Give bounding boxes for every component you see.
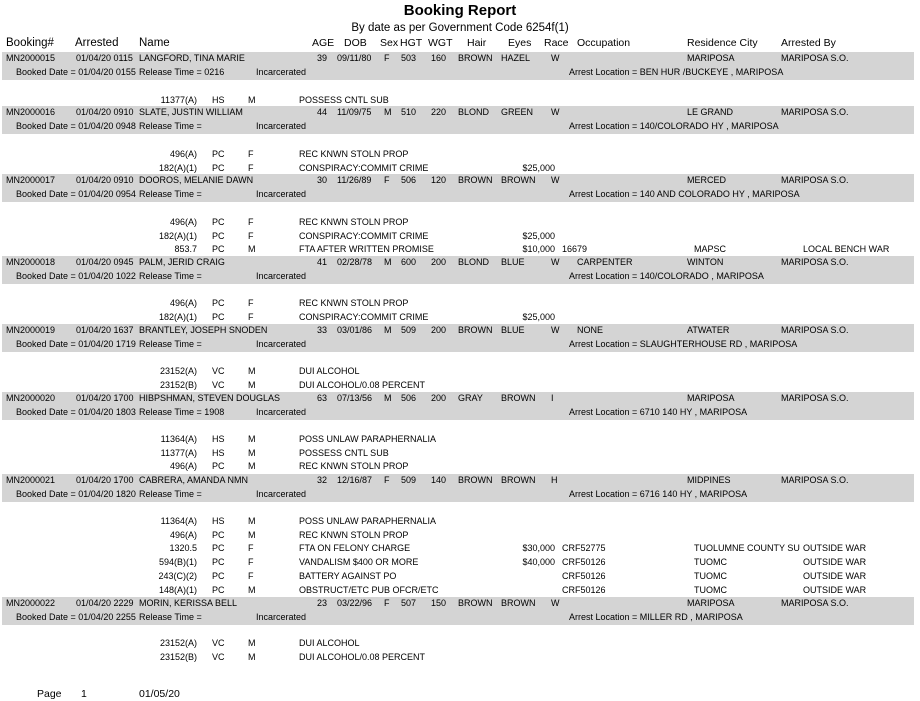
arrest-location: Arrest Location = SLAUGHTERHOUSE RD , MARIPOSA: [569, 339, 798, 349]
height-value: 509: [401, 325, 417, 335]
charge-type: HS: [212, 447, 225, 458]
arrest-location: Arrest Location = 140/COLORADO HY , MARIPOSA: [569, 121, 779, 131]
hair-value: BLOND: [458, 257, 490, 267]
charge-code: 23152(A): [159, 638, 197, 648]
person-name: BRANTLEY, JOSEPH SNODEN: [139, 325, 268, 335]
charge-code: 243(C)(2): [158, 570, 197, 581]
charge-code: 182(A)(1): [158, 230, 197, 241]
court-name: TUOMC: [694, 584, 727, 595]
court-name: TUOMC: [694, 557, 727, 568]
arrested-datetime: 01/04/20 1700: [76, 393, 134, 403]
height-value: 507: [401, 598, 417, 608]
case-number: CRF50126: [562, 570, 606, 581]
residence-city: MARIPOSA: [687, 598, 735, 608]
release-time: Release Time =: [139, 612, 202, 622]
charge-type: PC: [212, 557, 225, 568]
booked-date: Booked Date = 01/04/20 0155: [16, 67, 136, 77]
race-value: W: [551, 325, 560, 335]
sex-value: M: [384, 107, 392, 117]
charge-code: 23152(B): [159, 651, 197, 662]
eyes-value: GREEN: [501, 107, 534, 117]
sex-value: F: [384, 598, 390, 608]
booked-date: Booked Date = 01/04/20 1719: [16, 339, 136, 349]
arrested-datetime: 01/04/20 1637: [76, 325, 134, 335]
charge-level: M: [248, 244, 256, 255]
header-hgt: HGT: [400, 37, 423, 49]
charge-type: PC: [212, 217, 225, 227]
charge-code: 11377(A): [160, 95, 197, 105]
warrant-agency: LOCAL BENCH WAR: [803, 244, 890, 255]
release-time: Release Time =: [139, 189, 202, 199]
arrested-datetime: 01/04/20 0910: [76, 107, 134, 117]
header-name: Name: [139, 37, 170, 49]
dob-value: 11/26/89: [337, 175, 372, 185]
arrested-by-value: MARIPOSA S.O.: [781, 175, 849, 185]
sex-value: F: [384, 475, 390, 485]
booked-date: Booked Date = 01/04/20 2255: [16, 612, 136, 622]
weight-value: 200: [431, 325, 447, 335]
arrested-by-value: MARIPOSA S.O.: [781, 53, 849, 63]
charge-level: F: [248, 543, 254, 554]
charge-code: 182(A)(1): [158, 311, 197, 322]
arrest-location: Arrest Location = 140/COLORADO , MARIPOSA: [569, 271, 764, 281]
arrest-location: Arrest Location = 6716 140 HY , MARIPOSA: [569, 489, 748, 499]
charge-description: POSSESS CNTL SUB: [299, 95, 389, 105]
charge-code: 11377(A): [160, 447, 197, 458]
header-dob: DOB: [344, 37, 367, 49]
person-name: CABRERA, AMANDA NMN: [139, 475, 249, 485]
residence-city: LE GRAND: [687, 107, 734, 117]
arrested-by-value: MARIPOSA S.O.: [781, 598, 849, 608]
header-booking: Booking#: [6, 37, 54, 49]
sex-value: M: [384, 393, 392, 403]
charge-code: 496(A): [169, 529, 197, 540]
arrest-location: Arrest Location = 140 AND COLORADO HY , MARIPOSA: [569, 189, 800, 199]
race-value: I: [551, 393, 554, 403]
eyes-value: BLUE: [501, 257, 525, 267]
residence-city: WINTON: [687, 257, 724, 267]
race-value: W: [551, 257, 560, 267]
hair-value: BROWN: [458, 475, 493, 485]
charge-level: M: [248, 584, 256, 595]
charge-description: CONSPIRACY:COMMIT CRIME: [299, 311, 429, 322]
weight-value: 120: [431, 175, 447, 185]
charge-level: F: [248, 311, 254, 322]
charge-description: REC KNWN STOLN PROP: [299, 298, 409, 308]
charge-type: PC: [212, 162, 225, 173]
custody-status: Incarcerated: [256, 67, 307, 77]
age-value: 39: [317, 53, 328, 63]
eyes-value: BLUE: [501, 325, 525, 335]
arrested-by-value: MARIPOSA S.O.: [781, 475, 849, 485]
release-time: Release Time = 1908: [139, 407, 225, 417]
residence-city: MIDPINES: [687, 475, 731, 485]
hair-value: BLOND: [458, 107, 490, 117]
eyes-value: BROWN: [501, 393, 536, 403]
charge-level: M: [248, 95, 256, 105]
charge-level: F: [248, 230, 254, 241]
charge-description: POSSESS CNTL SUB: [299, 447, 389, 458]
eyes-value: HAZEL: [501, 53, 531, 63]
header-arrested-by: Arrested By: [781, 37, 836, 49]
height-value: 506: [401, 175, 417, 185]
height-value: 509: [401, 475, 417, 485]
warrant-agency: OUTSIDE WAR: [803, 570, 867, 581]
arrested-datetime: 01/04/20 1700: [76, 475, 134, 485]
charge-code: 11364(A): [160, 434, 197, 444]
bail-amount: $25,000: [522, 230, 555, 241]
charge-description: CONSPIRACY:COMMIT CRIME: [299, 162, 429, 173]
charge-description: POSS UNLAW PARAPHERNALIA: [299, 516, 437, 526]
dob-value: 11/09/75: [337, 107, 372, 117]
charge-level: M: [248, 434, 256, 444]
height-value: 510: [401, 107, 417, 117]
arrest-location: Arrest Location = BEN HUR /BUCKEYE , MARIPOSA: [569, 67, 784, 77]
charge-level: F: [248, 217, 254, 227]
charge-code: 182(A)(1): [158, 162, 197, 173]
weight-value: 200: [431, 393, 447, 403]
booked-date: Booked Date = 01/04/20 1022: [16, 271, 136, 281]
bail-amount: $25,000: [522, 311, 555, 322]
warrant-agency: OUTSIDE WAR: [803, 584, 867, 595]
footer-page-number: 1: [81, 688, 87, 700]
charge-level: M: [248, 638, 256, 648]
charge-level: M: [248, 651, 256, 662]
booking-number: MN2000021: [6, 475, 56, 485]
bail-amount: $40,000: [522, 557, 555, 568]
charge-code: 496(A): [169, 461, 197, 472]
person-name: SLATE, JUSTIN WILLIAM: [139, 107, 243, 117]
warrant-agency: OUTSIDE WAR: [803, 557, 867, 568]
person-name: LANGFORD, TINA MARIE: [139, 53, 245, 63]
arrested-by-value: MARIPOSA S.O.: [781, 325, 849, 335]
custody-status: Incarcerated: [256, 612, 307, 622]
eyes-value: BROWN: [501, 175, 536, 185]
charge-description: VANDALISM $400 OR MORE: [299, 557, 419, 568]
charge-level: M: [248, 516, 256, 526]
dob-value: 03/01/86: [337, 325, 373, 335]
header-hair: Hair: [467, 37, 487, 49]
booked-date: Booked Date = 01/04/20 1820: [16, 489, 136, 499]
booking-number: MN2000018: [6, 257, 56, 267]
charge-description: POSS UNLAW PARAPHERNALIA: [299, 434, 437, 444]
charge-level: M: [248, 379, 256, 390]
case-number: CRF50126: [562, 557, 606, 568]
age-value: 32: [317, 475, 328, 485]
report-title: Booking Report: [403, 2, 517, 19]
sex-value: F: [384, 175, 390, 185]
age-value: 44: [317, 107, 328, 117]
warrant-agency: OUTSIDE WAR: [803, 543, 867, 554]
charge-type: VC: [212, 638, 225, 648]
case-number: 16679: [562, 244, 588, 255]
arrested-datetime: 01/04/20 0910: [76, 175, 134, 185]
charge-code: 23152(B): [159, 379, 197, 390]
booking-number: MN2000019: [6, 325, 56, 335]
booking-number: MN2000015: [6, 53, 56, 63]
header-eyes: Eyes: [508, 37, 532, 49]
report-subtitle: By date as per Government Code 6254f(1): [351, 22, 569, 34]
charge-type: PC: [212, 244, 225, 255]
bail-amount: $25,000: [522, 162, 555, 173]
dob-value: 02/28/78: [337, 257, 373, 267]
charge-level: M: [248, 461, 256, 472]
dob-value: 09/11/80: [337, 53, 372, 63]
charge-code: 148(A)(1): [158, 584, 197, 595]
header-occupation: Occupation: [577, 37, 631, 49]
booking-number: MN2000016: [6, 107, 56, 117]
booking-number: MN2000017: [6, 175, 56, 185]
charge-type: VC: [212, 366, 225, 376]
age-value: 63: [317, 393, 328, 403]
charge-description: BATTERY AGAINST PO: [299, 570, 397, 581]
height-value: 503: [401, 53, 417, 63]
race-value: W: [551, 107, 560, 117]
arrested-by-value: MARIPOSA S.O.: [781, 257, 849, 267]
weight-value: 200: [431, 257, 447, 267]
dob-value: 03/22/96: [337, 598, 373, 608]
booking-number: MN2000020: [6, 393, 56, 403]
release-time: Release Time = 0216: [139, 67, 225, 77]
dob-value: 12/16/87: [337, 475, 373, 485]
charge-code: 496(A): [169, 149, 197, 159]
charge-code: 594(B)(1): [158, 557, 197, 568]
charge-description: DUI ALCOHOL/0.08 PERCENT: [299, 379, 426, 390]
weight-value: 150: [431, 598, 447, 608]
charge-code: 23152(A): [159, 366, 197, 376]
hair-value: GRAY: [458, 393, 483, 403]
header-arrested: Arrested: [75, 37, 119, 49]
arrested-datetime: 01/04/20 2229: [76, 598, 134, 608]
charge-type: PC: [212, 230, 225, 241]
charge-type: VC: [212, 379, 225, 390]
charge-code: 496(A): [169, 298, 197, 308]
case-number: CRF50126: [562, 584, 606, 595]
booked-date: Booked Date = 01/04/20 1803: [16, 407, 136, 417]
eyes-value: BROWN: [501, 475, 536, 485]
age-value: 33: [317, 325, 328, 335]
arrested-by-value: MARIPOSA S.O.: [781, 393, 849, 403]
hair-value: BROWN: [458, 598, 493, 608]
charge-level: M: [248, 366, 256, 376]
custody-status: Incarcerated: [256, 339, 307, 349]
charge-type: PC: [212, 149, 225, 159]
dob-value: 07/13/56: [337, 393, 373, 403]
charge-description: REC KNWN STOLN PROP: [299, 217, 409, 227]
charge-type: PC: [212, 584, 225, 595]
booking-number: MN2000022: [6, 598, 56, 608]
person-name: PALM, JERID CRAIG: [139, 257, 225, 267]
charge-level: M: [248, 447, 256, 458]
charge-code: 853.7: [174, 244, 197, 255]
charge-level: F: [248, 298, 254, 308]
race-value: W: [551, 598, 560, 608]
charge-type: PC: [212, 543, 225, 554]
custody-status: Incarcerated: [256, 407, 307, 417]
arrest-location: Arrest Location = MILLER RD , MARIPOSA: [569, 612, 743, 622]
charge-type: PC: [212, 461, 225, 472]
charge-type: PC: [212, 298, 225, 308]
hair-value: BROWN: [458, 53, 493, 63]
court-name: MAPSC: [694, 244, 727, 255]
custody-status: Incarcerated: [256, 489, 307, 499]
charge-description: OBSTRUCT/ETC PUB OFCR/ETC: [299, 584, 439, 595]
charge-type: PC: [212, 570, 225, 581]
arrested-datetime: 01/04/20 0945: [76, 257, 134, 267]
release-time: Release Time =: [139, 489, 202, 499]
arrested-datetime: 01/04/20 0115: [76, 53, 133, 63]
case-number: CRF52775: [562, 543, 606, 554]
custody-status: Incarcerated: [256, 271, 307, 281]
weight-value: 160: [431, 53, 447, 63]
age-value: 30: [317, 175, 328, 185]
hair-value: BROWN: [458, 325, 493, 335]
charge-code: 1320.5: [169, 543, 197, 554]
weight-value: 220: [431, 107, 447, 117]
charge-code: 11364(A): [160, 516, 197, 526]
header-residence-city: Residence City: [687, 37, 758, 49]
residence-city: ATWATER: [687, 325, 730, 335]
footer-date: 01/05/20: [139, 688, 180, 700]
charge-type: PC: [212, 311, 225, 322]
race-value: H: [551, 475, 558, 485]
hair-value: BROWN: [458, 175, 493, 185]
charge-description: REC KNWN STOLN PROP: [299, 529, 409, 540]
release-time: Release Time =: [139, 339, 202, 349]
age-value: 23: [317, 598, 328, 608]
charge-code: 496(A): [169, 217, 197, 227]
residence-city: MARIPOSA: [687, 53, 735, 63]
court-name: TUOMC: [694, 570, 727, 581]
charge-description: REC KNWN STOLN PROP: [299, 149, 409, 159]
charge-type: HS: [212, 434, 225, 444]
charge-description: DUI ALCOHOL: [299, 638, 360, 648]
charge-description: DUI ALCOHOL/0.08 PERCENT: [299, 651, 426, 662]
charge-level: F: [248, 149, 254, 159]
charge-description: FTA ON FELONY CHARGE: [299, 543, 411, 554]
arrest-location: Arrest Location = 6710 140 HY , MARIPOSA: [569, 407, 748, 417]
release-time: Release Time =: [139, 271, 202, 281]
person-name: DOOROS, MELANIE DAWN: [139, 175, 254, 185]
charge-type: HS: [212, 95, 225, 105]
bail-amount: $30,000: [522, 543, 555, 554]
custody-status: Incarcerated: [256, 121, 307, 131]
residence-city: MERCED: [687, 175, 727, 185]
arrested-by-value: MARIPOSA S.O.: [781, 107, 849, 117]
person-name: HIBPSHMAN, STEVEN DOUGLAS: [139, 393, 281, 403]
charge-description: FTA AFTER WRITTEN PROMISE: [299, 244, 434, 255]
charge-level: F: [248, 570, 254, 581]
header-wgt: WGT: [428, 37, 453, 49]
residence-city: MARIPOSA: [687, 393, 735, 403]
charge-type: PC: [212, 529, 225, 540]
eyes-value: BROWN: [501, 598, 536, 608]
footer-page-label: Page: [37, 688, 62, 700]
height-value: 600: [401, 257, 417, 267]
header-sex: Sex: [380, 37, 399, 49]
race-value: W: [551, 53, 560, 63]
sex-value: M: [384, 257, 392, 267]
booked-date: Booked Date = 01/04/20 0954: [16, 189, 136, 199]
sex-value: F: [384, 53, 390, 63]
age-value: 41: [317, 257, 328, 267]
bail-amount: $10,000: [522, 244, 555, 255]
person-name: MORIN, KERISSA BELL: [139, 598, 238, 608]
weight-value: 140: [431, 475, 447, 485]
occupation-value: NONE: [577, 325, 604, 335]
release-time: Release Time =: [139, 121, 202, 131]
charge-type: HS: [212, 516, 225, 526]
court-name: TUOLUMNE COUNTY SU: [694, 543, 800, 554]
header-age: AGE: [312, 37, 335, 49]
charge-level: M: [248, 529, 256, 540]
header-race: Race: [544, 37, 569, 49]
charge-description: REC KNWN STOLN PROP: [299, 461, 409, 472]
race-value: W: [551, 175, 560, 185]
occupation-value: CARPENTER: [577, 257, 633, 267]
booked-date: Booked Date = 01/04/20 0948: [16, 121, 136, 131]
custody-status: Incarcerated: [256, 189, 307, 199]
charge-description: DUI ALCOHOL: [299, 366, 360, 376]
charge-description: CONSPIRACY:COMMIT CRIME: [299, 230, 429, 241]
sex-value: M: [384, 325, 392, 335]
charge-type: VC: [212, 651, 225, 662]
charge-level: F: [248, 557, 254, 568]
charge-level: F: [248, 162, 254, 173]
height-value: 506: [401, 393, 417, 403]
